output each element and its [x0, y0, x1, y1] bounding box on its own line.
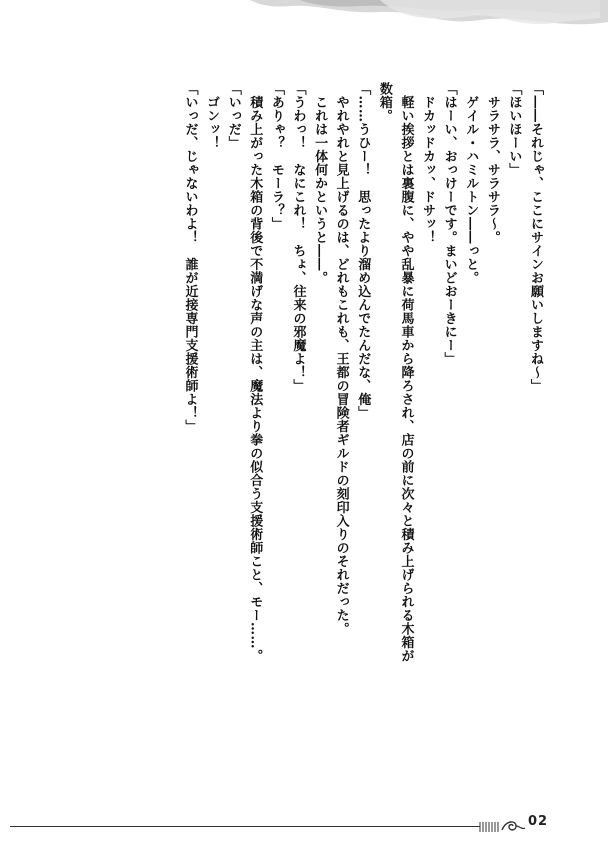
text-line: 「――それじゃ、ここにサインお願いしますね～」 [528, 82, 543, 393]
text-line: 「いっだ、じゃないわよ！ 誰が近接専門支援術師よ！」 [182, 82, 198, 433]
text-line: ドカッドカッ、ドサッ！ [420, 82, 436, 244]
footer-rule [10, 826, 480, 827]
footer-ornament-icon [478, 816, 528, 836]
text-line: やれやれと見上げるのは、どれもこれも、王都の冒険者ギルドの刻印入りのそれだった。 [333, 82, 349, 636]
text-line: 「ほいほーい」 [506, 82, 522, 177]
text-line: 「いっだ」 [225, 82, 241, 150]
text-line: 「はーい、おっけーです。まいどおーきにー」 [441, 82, 457, 366]
text-line: これは一体何かというと――。 [312, 82, 328, 285]
text-line: 「ありゃ？ モーラ？」 [268, 82, 284, 231]
text-line: 「……うひー！ 思ったより溜め込んでたんだな、俺」 [355, 82, 371, 420]
vertical-text-body [179, 82, 546, 772]
top-brush-decoration [0, 0, 608, 60]
text-line: 数箱。 [376, 82, 392, 123]
text-line: サラサラ、サラサラ～。 [484, 82, 500, 244]
text-line: 積み上がった木箱の背後で不満げな声の主は、魔法より拳の似合う支援術師こと、モー……。 [247, 82, 263, 663]
text-line: 「うわっ！ なにこれ！ ちょ、往来の邪魔よ！」 [290, 82, 306, 393]
text-line: ゲイル・ハミルトン――っと。 [463, 82, 479, 285]
text-line: ゴンッ！ [204, 82, 220, 150]
page-number: 02 [528, 814, 549, 829]
text-line: 軽い挨拶とは裏腹に、やや乱暴に荷馬車から降ろされ、店の前に次々と積み上げられる木箱が [398, 82, 414, 663]
